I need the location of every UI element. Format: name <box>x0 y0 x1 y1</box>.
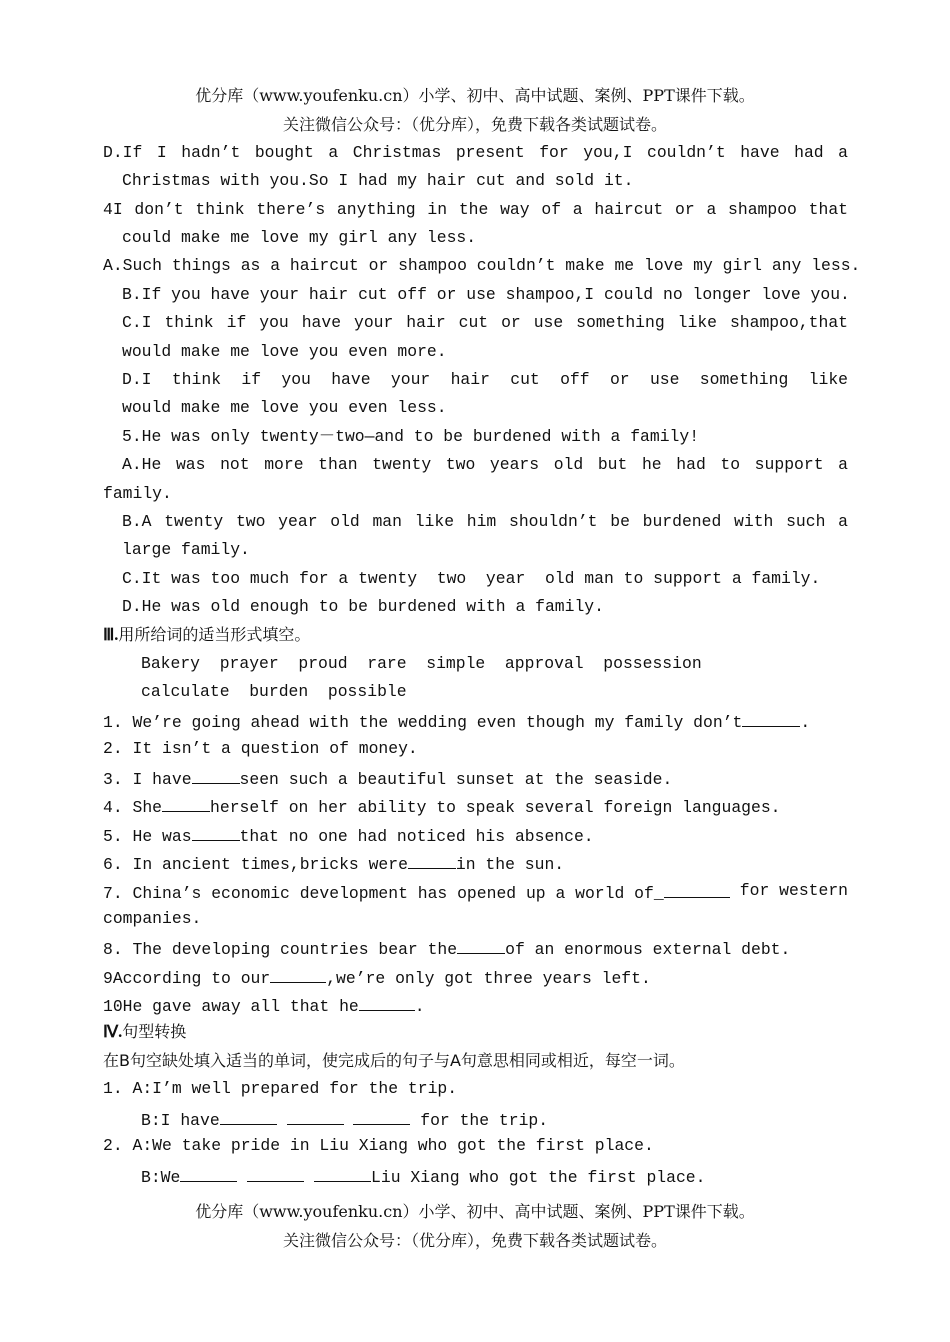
answer-blank[interactable] <box>353 1107 410 1125</box>
section-4-numeral: Ⅳ. <box>103 1022 123 1041</box>
section-4-instruction: 在B句空缺处填入适当的单词，使完成后的句子与A句意思相同或相近，每空一词。 <box>103 1051 685 1070</box>
fill-item-7-line1: 7. China’s economic development has opened up a world of_ for western <box>103 881 848 903</box>
fill-item-8: 8. The developing countries bear the of an enormous external debt. <box>103 936 848 961</box>
q5-option-a-line1: A.He was not more than twenty two years old but he had to support a <box>122 455 848 474</box>
q5-option-a-line2: family. <box>103 484 172 503</box>
q5-line: 5.He was only twenty－two—and to be burdened with a family! <box>122 427 700 446</box>
section-4-heading <box>103 1021 848 1044</box>
fill-item-3: 3. I have seen such a beautiful sunset at the seaside. <box>103 766 848 791</box>
q4-option-d-line2: would make me love you even less. <box>122 398 447 417</box>
section-3-heading <box>103 624 848 647</box>
answer-blank[interactable] <box>192 823 240 841</box>
q4-option-d-line1: D.I think if you have your hair cut off or use something like <box>122 370 848 389</box>
fill-item-6: 6. In ancient times,bricks were in the sun. <box>103 851 848 876</box>
word-bank-line2: calculate burden possible <box>141 682 407 701</box>
answer-blank[interactable] <box>247 1164 304 1182</box>
fill-item-10: 10He gave away all that he . <box>103 993 848 1018</box>
fill-item-2: 2. It isn’t a question of money. <box>103 739 418 758</box>
q4-line2: could make me love my girl any less. <box>122 228 477 247</box>
fill-item-9: 9According to our ,we’re only got three years left. <box>103 965 848 990</box>
q4-option-c-line2: would make me love you even more. <box>122 342 447 361</box>
answer-blank[interactable] <box>192 766 240 784</box>
answer-blank[interactable] <box>314 1164 371 1182</box>
answer-blank[interactable] <box>742 709 800 727</box>
answer-blank[interactable] <box>162 794 210 812</box>
section-3-numeral: Ⅲ. <box>103 625 119 644</box>
transform-q2-a: 2. A:We take pride in Liu Xiang who got the first place. <box>103 1136 654 1155</box>
q5-option-c: C.It was too much for a twenty two year old man to support a family. <box>122 569 821 588</box>
fill-item-7-line2: companies. <box>103 909 202 928</box>
answer-blank[interactable] <box>270 965 326 983</box>
answer-blank[interactable] <box>287 1107 344 1125</box>
section-4-title: 句型转换 <box>122 1022 187 1041</box>
fill-item-4: 4. She herself on her ability to speak several foreign languages. <box>103 794 848 819</box>
q5-option-b-line2: large family. <box>122 540 250 559</box>
fill-item-5: 5. He was that no one had noticed his absence. <box>103 823 848 848</box>
word-bank-line1: Bakery prayer proud rare simple approval possession <box>141 654 702 673</box>
q3-option-d-line2: Christmas with you.So I had my hair cut and sold it. <box>122 171 634 190</box>
q3-option-d-line1: D.If I hadn’t bought a Christmas present for you,I couldn’t have had a <box>103 143 848 162</box>
q4-option-c-line1: C.I think if you have your hair cut or use something like shampoo,that <box>122 313 848 332</box>
footer-line-2: 关注微信公众号：（优分库），免费下载各类试题试卷。 <box>282 1231 667 1250</box>
fill-item-1: 1. We’re going ahead with the wedding even though my family don’t . <box>103 709 848 734</box>
section-3-title: 用所给词的适当形式填空。 <box>118 625 311 644</box>
answer-blank[interactable] <box>457 936 505 954</box>
q4-option-a: A.Such things as a haircut or shampoo couldn’t make me love my girl any less. <box>103 256 861 275</box>
transform-q2-b: B:We Liu Xiang who got the first place. <box>141 1164 886 1189</box>
header-line-2: 关注微信公众号：（优分库），免费下载各类试题试卷。 <box>282 115 667 134</box>
q4-option-b: B.If you have your hair cut off or use shampoo,I could no longer love you. <box>122 285 850 304</box>
q4-line1: 4I don’t think there’s anything in the way of a haircut or a shampoo that <box>103 200 848 219</box>
answer-blank[interactable] <box>408 851 456 869</box>
q5-option-d: D.He was old enough to be burdened with a family. <box>122 597 604 616</box>
transform-q1-a: 1. A:I’m well prepared for the trip. <box>103 1079 458 1098</box>
answer-blank[interactable] <box>664 880 730 898</box>
header-line-1: 优分库（www.youfenku.cn）小学、初中、高中试题、案例、PPT课件下载。 <box>195 86 755 105</box>
answer-blank[interactable] <box>180 1164 237 1182</box>
answer-blank[interactable] <box>359 993 415 1011</box>
footer-line-1: 优分库（www.youfenku.cn）小学、初中、高中试题、案例、PPT课件下载。 <box>195 1202 755 1221</box>
answer-blank[interactable] <box>220 1107 277 1125</box>
transform-q1-b: B:I have for the trip. <box>141 1107 886 1132</box>
q5-option-b-line1: B.A twenty two year old man like him shouldn’t be burdened with such a <box>122 512 848 531</box>
